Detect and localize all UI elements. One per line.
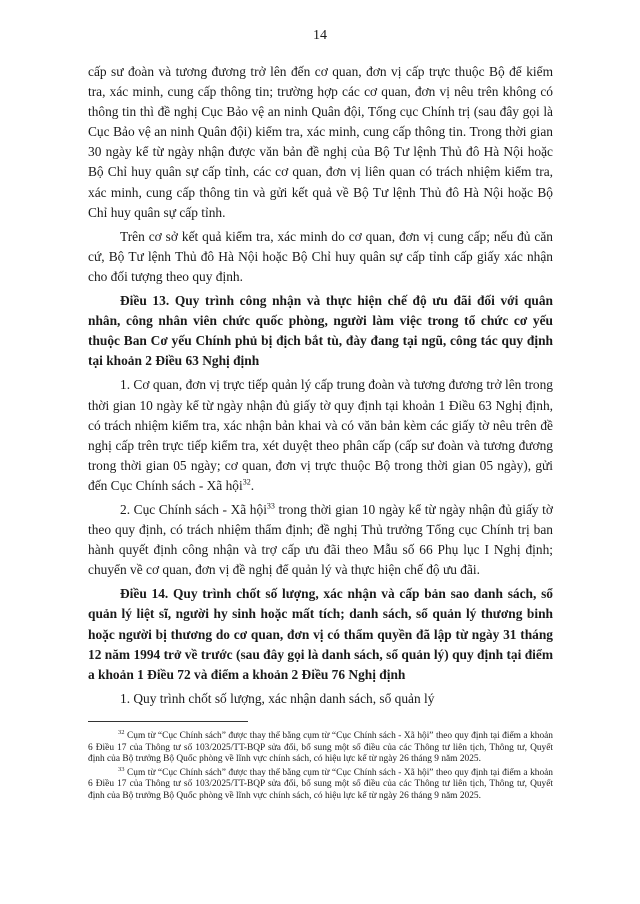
footnote-number: 33 [118, 765, 125, 773]
footnote-separator [88, 721, 248, 722]
article-14-heading: Điều 14. Quy trình chốt số lượng, xác nhận và cấp bản sao danh sách, sổ quản lý liệt sĩ, người hy sinh hoặc mất tích; danh sách, sổ quản lý thương binh hoặc người bị thương do cơ quan, đơn vị có thẩm quyền đã lập từ ngày 31 tháng 12 năm 1994 trở về trước (sau đây gọi là danh sách, sổ quản lý) quy định tại điểm a khoản 1 Điều 72 và điểm a khoản 2 Điều 76 Nghị định [88, 586, 553, 682]
footnote-ref-32[interactable]: 32 [242, 477, 251, 487]
footnotes [88, 728, 553, 805]
footnote-ref-33[interactable]: 33 [266, 501, 275, 511]
footnote-33 [88, 765, 553, 803]
article-14-clause-1: 1. Quy trình chốt số lượng, xác nhận danh sách, sổ quản lý [120, 690, 435, 706]
clause-text-after: trong thời gian 10 ngày kể từ ngày nhận đủ giấy tờ theo quy định, có trách nhiệm thẩm định; đề nghị Thủ trưởng Tổng cục Chính trị ban hành quyết định công nhận và trợ cấp ưu đãi theo Mẫu số 66 Phụ lục I Nghị định; chuyển về cơ quan, đơn vị đề nghị để quản lý và thực hiện chế độ ưu đãi. [88, 501, 553, 578]
footnote-number: 32 [118, 728, 125, 736]
paragraph-1: cấp sư đoàn và tương đương trở lên đến cơ quan, đơn vị cấp trực thuộc Bộ để kiểm tra, xác minh, cung cấp thông tin; trường hợp các cơ quan, đơn vị nêu trên không có thông tin thì đề nghị Cục Bảo vệ an ninh Quân đội, Tổng cục Chính trị (sau đây gọi là Cục Bảo vệ an ninh Quân đội) kiểm tra, xác minh, cung cấp thông tin. Trong thời gian 30 ngày kể từ ngày nhận được văn bản đề nghị của Bộ Tư lệnh Thủ đô Hà Nội hoặc Bộ Chỉ huy quân sự cấp tỉnh, các cơ quan, đơn vị liên quan có trách nhiệm kiểm tra, xác minh, cung cấp thông tin và gửi kết quả về Bộ Tư lệnh Thủ đô Hà Nội hoặc Bộ Chỉ huy quân sự cấp tỉnh. [88, 64, 553, 220]
article-13-clause-1 [88, 375, 553, 496]
paragraph-2: Trên cơ sở kết quả kiểm tra, xác minh do cơ quan, đơn vị cung cấp; nếu đủ căn cứ, Bộ Tư lệnh Thủ đô Hà Nội hoặc Bộ Chỉ huy quân sự cấp tỉnh cấp giấy xác nhận cho đối tượng theo quy định. [88, 228, 553, 284]
footnote-text: Cụm từ “Cục Chính sách” được thay thế bằng cụm từ “Cục Chính sách - Xã hội” theo quy định tại điểm a khoản 6 Điều 17 của Thông tư số 103/2025/TT-BQP sửa đổi, bổ sung một số điều của các Thông tư liên tịch, Thông tư, Quyết định của Bộ trưởng Bộ Quốc phòng về lĩnh vực chính sách, có hiệu lực kể từ ngày 26 tháng 9 năm 2025. [88, 731, 553, 765]
article-13-clause-2 [88, 500, 553, 580]
body-text [88, 62, 553, 713]
page-number: 14 [313, 28, 327, 43]
footnote-32 [88, 728, 553, 766]
clause-text: 1. Cơ quan, đơn vị trực tiếp quản lý cấp trung đoàn và tương đương trở lên trong thời gian 10 ngày kể từ ngày nhận đủ giấy tờ quy định tại khoản 1 Điều 63 Nghị định, có trách nhiệm kiểm tra, xác nhận bản khai và có văn bản kèm các giấy tờ nêu trên đề nghị cấp trên trực tiếp kiểm tra, xét duyệt theo phân cấp (cấp sư đoàn và tương đương trong thời gian 05 ngày; cơ quan, đơn vị trực thuộc Bộ trong thời gian 05 ngày), gửi đến Cục Chính sách - Xã hội [88, 377, 553, 493]
clause-text: 2. Cục Chính sách - Xã hội [120, 501, 267, 517]
footnote-text: Cụm từ “Cục Chính sách” được thay thế bằng cụm từ “Cục Chính sách - Xã hội” theo quy định tại điểm a khoản 6 Điều 17 của Thông tư số 103/2025/TT-BQP sửa đổi, bổ sung một số điều của các Thông tư liên tịch, Thông tư, Quyết định của Bộ trưởng Bộ Quốc phòng về lĩnh vực chính sách, có hiệu lực kể từ ngày 26 tháng 9 năm 2025. [88, 767, 553, 801]
article-13-heading: Điều 13. Quy trình công nhận và thực hiện chế độ ưu đãi đối với quân nhân, công nhân viên chức quốc phòng, người làm việc trong tổ chức cơ yếu thuộc Ban Cơ yếu Chính phủ bị địch bắt tù, đày đang tại ngũ, công tác quy định tại khoản 2 Điều 63 Nghị định [88, 293, 553, 369]
clause-text-after: . [250, 477, 255, 493]
